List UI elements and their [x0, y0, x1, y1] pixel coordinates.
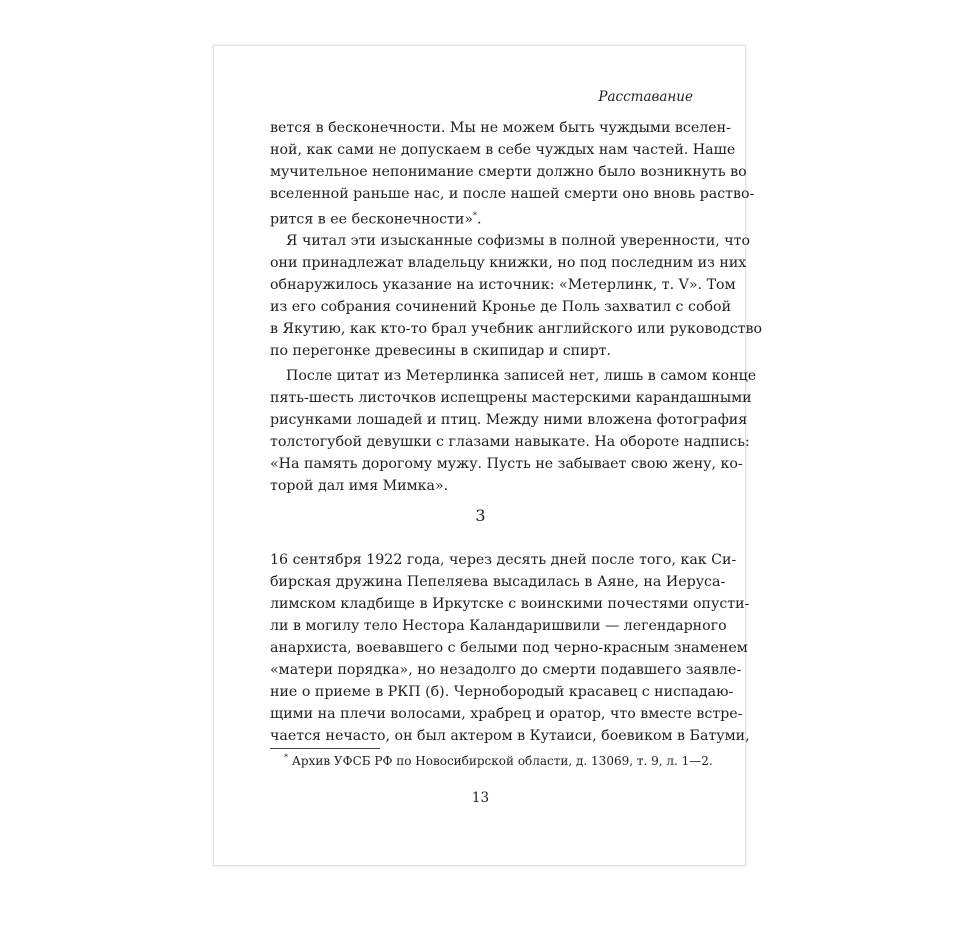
footnote-reference: * [473, 211, 478, 220]
paragraph-line: мучительное непонимание смерти должно было возникнуть во [270, 164, 747, 180]
footnote-mark: * [284, 753, 288, 762]
paragraph-line: лимском кладбище в Иркутске с воинскими почестями опусти- [270, 596, 750, 612]
footnote [284, 753, 713, 768]
paragraph-line: После цитат из Метерлинка записей нет, лишь в самом конце [286, 368, 757, 384]
section-number: 3 [475, 506, 486, 525]
paragraph-line: вется в бесконечности. Мы не можем быть чуждыми вселен- [270, 120, 731, 136]
book-page [213, 45, 763, 866]
paragraph-line: обнаружилось указание на источник: «Метерлинк, т. V». Том [270, 277, 736, 293]
paragraph-line-text: рится в ее бесконечности» [270, 211, 474, 228]
paragraph-line: ной, как сами не допускаем в себе чуждых нам частей. Наше [270, 142, 736, 158]
paragraph-line: в Якутию, как кто-то брал учебник английского или руководство [270, 321, 763, 337]
paragraph-line: торой дал имя Мимка». [270, 478, 449, 494]
paragraph-line: толстогубой девушки с глазами навыкате. На обороте надпись: [270, 434, 750, 450]
paragraph-line: рится в ее бесконечности»*. [270, 211, 482, 228]
footnote-text: Архив УФСБ РФ по Новосибирской области, д. 13069, т. 9, л. 1—2. [291, 754, 713, 768]
paragraph-line: рисунками лошадей и птиц. Между ними вложена фотография [270, 412, 748, 428]
paragraph-line: ние о приеме в РКП (б). Чернобородый красавец с ниспадаю- [270, 684, 734, 700]
paragraph-line: Я читал эти изысканные софизмы в полной уверенности, что [286, 233, 751, 249]
paragraph-line: бирская дружина Пепеляева высадилась в Аяне, на Иерусa- [270, 574, 726, 590]
paragraph-line: анархиста, воевавшего с белыми под черно-красным знаменем [270, 640, 748, 656]
paragraph-line: по перегонке древесины в скипидар и спирт. [270, 343, 612, 359]
paragraph-line: щими на плечи волосами, храбрец и оратор, что вместе встре- [270, 706, 743, 722]
paragraph-line: «матери порядка», но незадолго до смерти подавшего заявле- [270, 662, 742, 678]
paragraph-line: чается нечасто, он был актером в Кутаиси, боевиком в Батуми, [270, 728, 750, 744]
paragraph-line: 16 сентября 1922 года, через десять дней после того, как Си- [270, 552, 737, 568]
paragraph-line: ли в могилу тело Нестора Каландаришвили — легендарного [270, 618, 727, 634]
paragraph-line: пять-шесть листочков испещрены мастерскими карандашными [270, 390, 752, 406]
page-number: 13 [471, 790, 490, 806]
paragraph-line: из его собрания сочинений Кронье де Поль захватил с собой [270, 299, 732, 315]
paragraph-line: «На память дорогому мужу. Пусть не забывает свою жену, ко- [270, 456, 743, 472]
paragraph-line: вселенной раньше нас, и после нашей смерти оно вновь раство- [270, 186, 755, 202]
paragraph-line: они принадлежат владельцу книжки, но под последним из них [270, 255, 747, 271]
running-header: Расставание [598, 89, 693, 105]
footnote-divider [270, 748, 380, 749]
